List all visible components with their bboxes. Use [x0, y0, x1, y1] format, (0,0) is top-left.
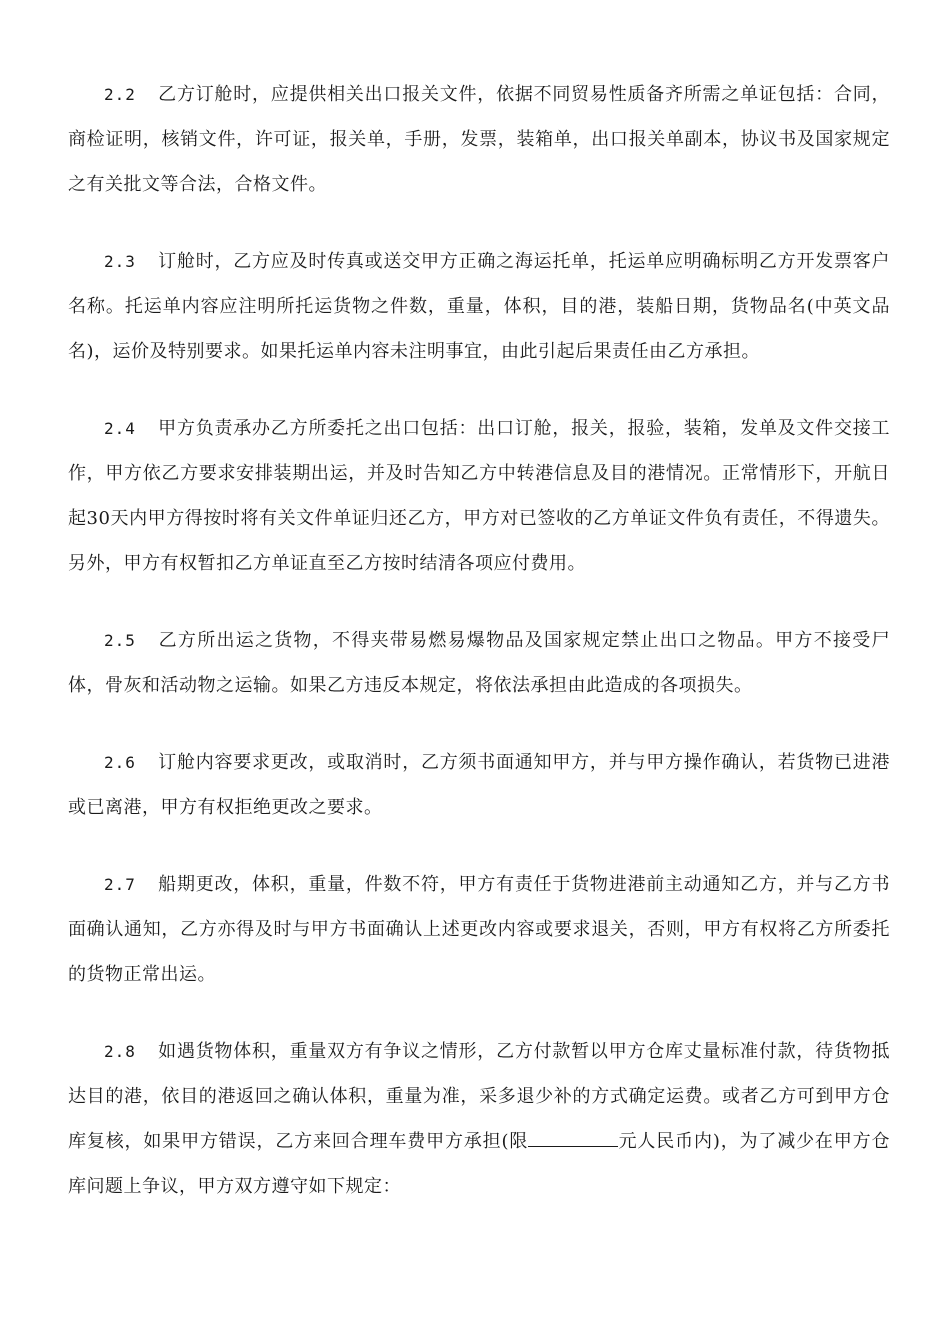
clause-2-7 — [68, 862, 890, 997]
clause-number: 2.2 — [104, 85, 136, 104]
clause-text: 乙方订舱时，应提供相关出口报关文件，依据不同贸易性质备齐所需之单证包括：合同，商检证明，核销文件，许可证，报关单，手册，发票，装箱单，出口报关单副本，协议书及国家规定之有关批文等合法，合格文件。 — [68, 84, 890, 195]
clause-text: 订舱内容要求更改，或取消时，乙方须书面通知甲方，并与甲方操作确认，若货物已进港或已离港，甲方有权拒绝更改之要求。 — [68, 752, 890, 818]
document-page — [68, 72, 890, 1241]
clause-2-6 — [68, 740, 890, 830]
clause-2-5 — [68, 618, 890, 708]
clause-text-continued: 元人民币内)，为了减少在甲方仓库问题上争议，甲方双方遵守如下规定： — [68, 1131, 890, 1197]
clause-2-3 — [68, 239, 890, 374]
clause-2-2 — [68, 72, 890, 207]
clause-number: 2.6 — [104, 753, 136, 772]
clause-text: 船期更改，体积，重量，件数不符，甲方有责任于货物进港前主动通知乙方，并与乙方书面确认通知，乙方亦得及时与甲方书面确认上述更改内容或要求退关，否则，甲方有权将乙方所委托的货物正常出运。 — [68, 874, 890, 985]
clause-2-8 — [68, 1029, 890, 1209]
clause-number: 2.8 — [104, 1042, 136, 1061]
clause-number: 2.5 — [104, 631, 136, 650]
clause-number: 2.7 — [104, 875, 136, 894]
clause-2-4 — [68, 406, 890, 586]
clause-number: 2.3 — [104, 252, 136, 271]
amount-blank-field — [528, 1126, 618, 1147]
clause-text: 甲方负责承办乙方所委托之出口包括：出口订舱，报关，报验，装箱，发单及文件交接工作，甲方依乙方要求安排装期出运，并及时告知乙方中转港信息及目的港情况。正常情形下，开航日起30天内甲方得按时将有关文件单证归还乙方，甲方对已签收的乙方单证文件负有责任，不得遗失。另外，甲方有权暂扣乙方单证直至乙方按时结清各项应付费用。 — [68, 418, 890, 574]
clause-text: 订舱时，乙方应及时传真或送交甲方正确之海运托单，托运单应明确标明乙方开发票客户名称。托运单内容应注明所托运货物之件数，重量，体积，目的港，装船日期，货物品名(中英文品名)，运价及特别要求。如果托运单内容未注明事宜，由此引起后果责任由乙方承担。 — [68, 251, 890, 362]
clause-text: 乙方所出运之货物，不得夹带易燃易爆物品及国家规定禁止出口之物品。甲方不接受尸体，骨灰和活动物之运输。如果乙方违反本规定，将依法承担由此造成的各项损失。 — [68, 630, 890, 696]
clause-text: 如遇货物体积，重量双方有争议之情形，乙方付款暂以甲方仓库丈量标准付款，待货物抵达目的港，依目的港返回之确认体积，重量为准，采多退少补的方式确定运费。或者乙方可到甲方仓库复核，如果甲方错误，乙方来回合理车费甲方承担(限 — [68, 1041, 890, 1152]
clause-number: 2.4 — [104, 419, 136, 438]
